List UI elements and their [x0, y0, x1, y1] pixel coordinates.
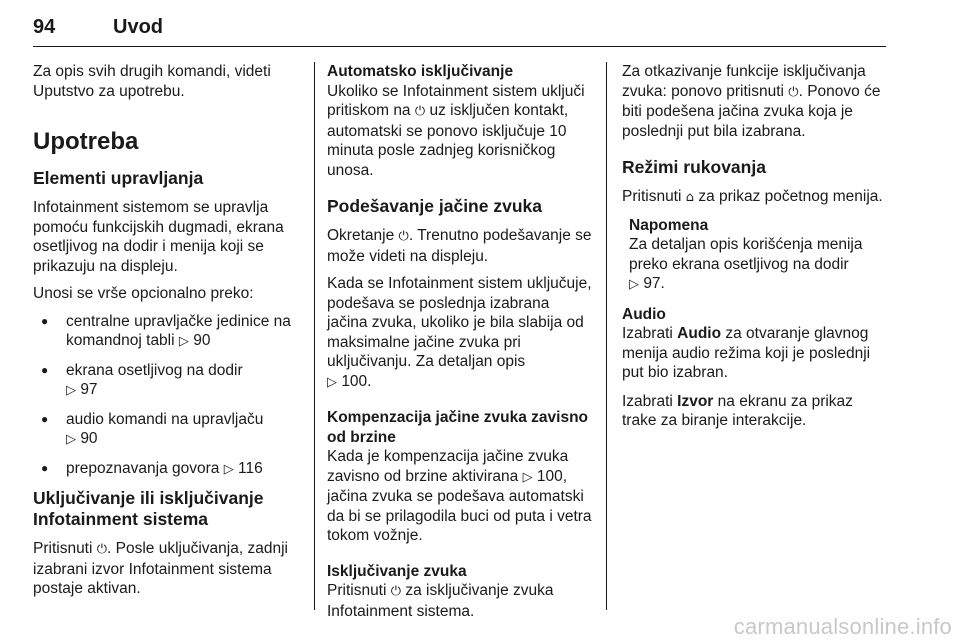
cross-reference-arrow-icon: ▷	[66, 432, 76, 447]
speed-text-b: jačina zvuka se podešava automatski da bi se prilagodila buci od puta i vetra tokom vožnje.	[327, 488, 592, 544]
on-off-text	[33, 539, 305, 599]
column-left	[33, 62, 305, 607]
volume-text	[327, 226, 592, 266]
cross-reference-arrow-icon: ▷	[327, 374, 337, 390]
note-title: Napomena	[629, 216, 709, 234]
on-off-text-a: Pritisnuti	[33, 540, 93, 557]
speed-compensation-title: Kompenzacija jačine zvuka zavisno od brzine	[327, 409, 589, 446]
audio-keyword: Audio	[677, 325, 722, 342]
power-icon: ⏻	[390, 584, 402, 599]
volume-text-a: Okretanje	[327, 227, 395, 244]
cross-reference-arrow-icon: ▷	[223, 461, 234, 477]
note-box	[629, 216, 886, 295]
column-divider	[606, 62, 607, 610]
source-keyword: Izvor	[677, 392, 714, 410]
watermark: carmanualsonline.info	[733, 614, 952, 639]
page-number: 94	[33, 16, 56, 38]
mute-text-b: za isključivanje zvuka Infotainment sistema.	[327, 582, 554, 620]
column-right	[622, 62, 886, 439]
modes-text-a: Pritisnuti	[622, 188, 682, 205]
page-header	[33, 6, 886, 47]
list-item-text: audio komandi na upravljaču	[66, 410, 264, 428]
subsection-title-volume: Podešavanje jačine zvuka	[327, 196, 542, 216]
mute-text-a: Pritisnuti	[327, 582, 387, 599]
page-reference: 97	[80, 381, 98, 398]
intro-text: Za opis svih drugih komandi, videti Uputstvo za upotrebu.	[33, 63, 271, 100]
page-reference: 100.	[341, 372, 372, 390]
list-item-text: prepoznavanja govora	[66, 459, 220, 477]
page-reference: 100,	[536, 467, 568, 485]
inputs-text: Unosi se vrše opcionalno preko:	[33, 285, 254, 302]
power-icon: ⏻	[398, 229, 409, 244]
column-middle	[327, 62, 592, 630]
list-item	[33, 361, 305, 401]
cancel-text-b: . Ponovo će biti podešena jačina zvuka koja je poslednji put bila izabrana.	[622, 82, 881, 140]
list-item-text: ekrana osetljivog na dodir	[66, 361, 243, 379]
column-divider	[314, 62, 315, 610]
speed-text-a: Kada je kompenzacija jačine zvuka zavisno od brzine aktivirana	[327, 448, 569, 485]
list-item	[33, 312, 305, 352]
audio-text-a: Izabrati	[622, 325, 673, 342]
mute-title: Isključivanje zvuka	[327, 562, 467, 580]
page-reference: 97.	[643, 275, 665, 292]
list-item	[33, 459, 305, 480]
mute-block	[327, 562, 592, 622]
power-icon: ⏻	[414, 104, 426, 119]
subsection-title-controls: Elementi upravljanja	[33, 168, 204, 188]
subsection-title-modes: Režimi rukovanja	[622, 157, 766, 177]
audio-block	[622, 305, 886, 383]
auto-off-title: Automatsko isključivanje	[327, 63, 514, 80]
cross-reference-arrow-icon: ▷	[629, 277, 639, 292]
volume-startup-text-a: Kada se Infotainment sistem uključuje, podešava se poslednja izabrana jačina zvuka, ukoliko je bila slabija od maksimalne jačine zvuka pri uključivanju. Za detaljan opis	[327, 275, 592, 370]
auto-off-block	[327, 62, 592, 180]
cross-reference-arrow-icon: ▷	[66, 383, 76, 398]
source-text-a: Izabrati	[622, 392, 673, 410]
auto-off-text-b: uz isključen kontakt, automatski se ponovo isključuje 10 minuta posle zadnjeg korisničkog unosa.	[327, 102, 569, 179]
page-reference: 90	[80, 430, 98, 447]
input-methods-list	[33, 312, 305, 480]
volume-text-b: . Trenutno podešavanje se može videti na displeju.	[327, 227, 592, 265]
page-reference: 90	[193, 332, 211, 349]
section-title: Upotreba	[33, 128, 139, 155]
auto-off-text-a: Ukoliko se Infotainment sistem uključi pritiskom na	[327, 82, 585, 119]
cancel-mute-text	[622, 62, 886, 141]
cross-reference-arrow-icon: ▷	[178, 334, 189, 349]
modes-text-b: za prikaz početnog menija.	[698, 188, 883, 205]
cancel-text-a: Za otkazivanje funkcije isključivanja zvuka: ponovo pritisnuti	[622, 63, 866, 100]
modes-text	[622, 187, 886, 208]
subsection-title-on-off: Uključivanje ili isključivanje Infotainment sistema	[33, 488, 264, 529]
list-item	[33, 410, 305, 450]
list-item-text: centralne upravljačke jedinice na komandnoj tabli	[66, 312, 291, 349]
cross-reference-arrow-icon: ▷	[522, 469, 533, 485]
source-text	[622, 392, 886, 431]
home-icon: ⌂	[685, 190, 695, 205]
controls-text: Infotainment sistemom se upravlja pomoću funkcijskih dugmadi, ekrana osetljivog na dodir i menija koji se prikazuju na displeju.	[33, 199, 284, 275]
speed-compensation-block	[327, 408, 592, 546]
chapter-title: Uvod	[113, 16, 163, 38]
power-icon: ⏻	[96, 542, 108, 557]
volume-startup-text	[327, 274, 592, 392]
power-icon: ⏻	[788, 84, 799, 100]
page-reference: 116	[238, 459, 263, 477]
audio-text-b: za otvaranje glavnog menija audio režima koji je poslednji put bio izabran.	[622, 325, 871, 381]
source-text-b: na ekranu za prikaz trake za biranje interakcije.	[622, 392, 853, 429]
note-text: Za detaljan opis korišćenja menija preko ekrana osetljivog na dodir	[629, 236, 863, 273]
on-off-text-b: . Posle uključivanja, zadnji izabrani izvor Infotainment sistema postaje aktivan.	[33, 540, 288, 597]
audio-title: Audio	[622, 305, 666, 323]
